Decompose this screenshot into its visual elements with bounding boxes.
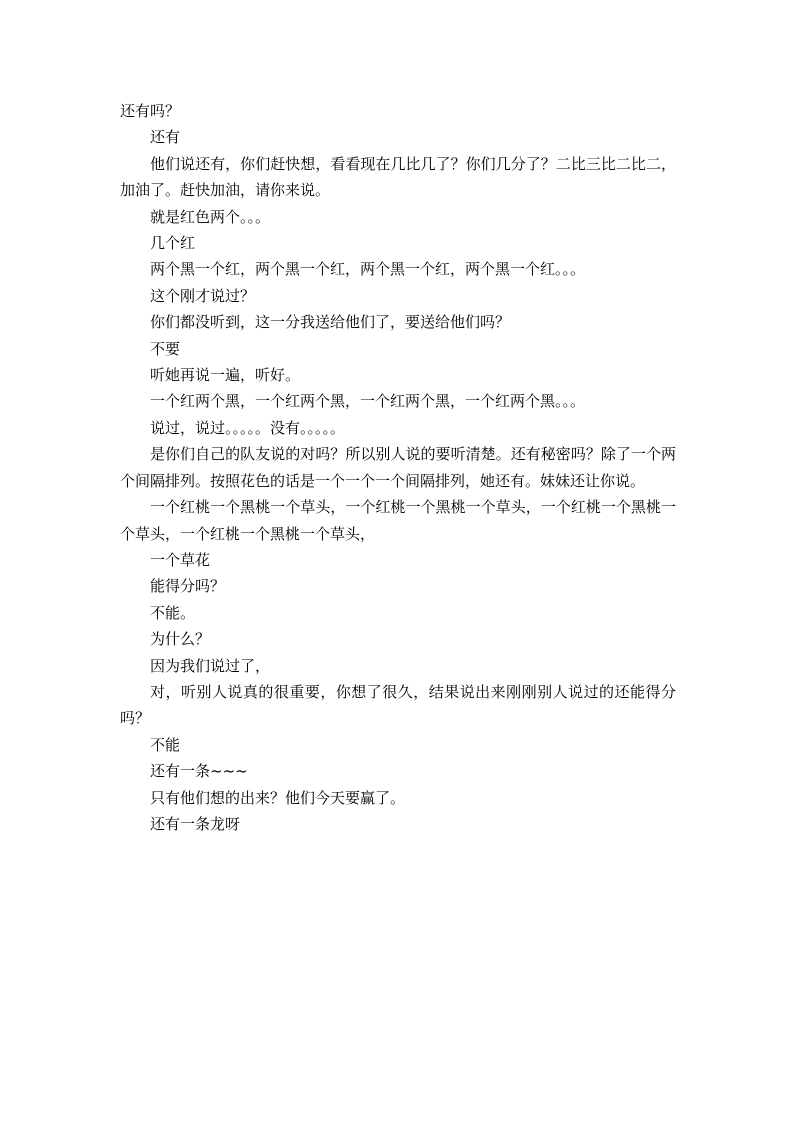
paragraph: 是你们自己的队友说的对吗？所以别人说的要听清楚。还有秘密吗？除了一个两个间隔排列。按照花色的话是一个一个一个间隔排列，她还有。妹妹还让你说。 [120,445,676,490]
paragraph: 你们都没听到，这一分我送给他们了，要送给他们吗？ [150,313,511,332]
paragraph: 不要 [150,339,181,358]
paragraph: 不能。 [150,603,196,622]
document-body [120,98,676,837]
paragraph: 这个刚才说过？ [150,286,256,305]
paragraph: 听她再说一遍，听好。 [150,366,301,385]
paragraph: 还有一条~~~ [150,762,248,781]
paragraph: 不能 [150,735,181,754]
paragraph: 为什么？ [150,630,211,649]
paragraph: 他们说还有，你们赶快想，看看现在几比几了？你们几分了？二比三比二比二，加油了。赶快加油，请你来说。 [120,154,676,200]
paragraph: 能得分吗？ [150,577,226,596]
paragraph: 一个红两个黑，一个红两个黑，一个红两个黑，一个红两个黑。。。 [150,392,586,411]
paragraph: 说过，说过。。。。。没有。。。。。 [150,418,346,437]
paragraph: 只有他们想的出来？他们今天要赢了。 [150,788,406,807]
paragraph: 几个红 [150,234,196,253]
paragraph: 就是红色两个。。。 [150,207,271,226]
paragraph: 一个草花 [150,550,211,569]
paragraph: 还有吗？ [120,102,181,120]
paragraph: 还有 [150,128,181,147]
paragraph: 还有一条龙呀 [150,814,241,833]
paragraph: 一个红桃一个黑桃一个草头，一个红桃一个黑桃一个草头，一个红桃一个黑桃一个草头，一个红桃一个黑桃一个草头， [120,498,676,543]
paragraph: 因为我们说过了， [150,656,271,675]
paragraph: 对，听别人说真的很重要，你想了很久，结果说出来刚刚别人说过的还能得分吗？ [120,682,676,728]
paragraph: 两个黑一个红，两个黑一个红，两个黑一个红，两个黑一个红。。。 [150,260,586,279]
